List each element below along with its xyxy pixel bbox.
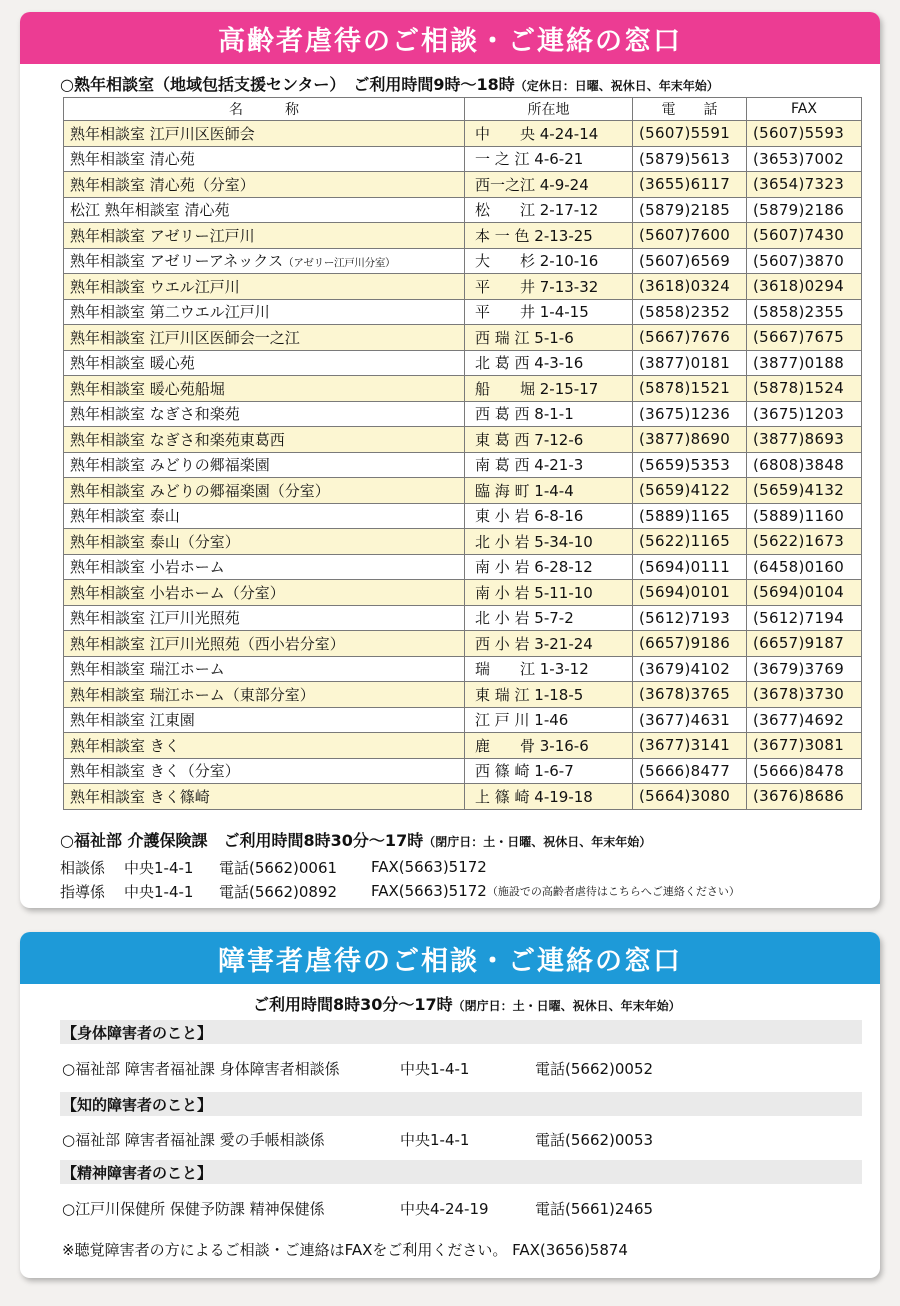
- disabled-hours-main: ご利用時間8時30分～17時: [253, 995, 453, 1014]
- cell-fax: [747, 733, 862, 759]
- table-row: [64, 248, 862, 274]
- elder-abuse-banner: 高齢者虐待のご相談・ご連絡の窓口: [20, 12, 880, 64]
- cell-tel-text: (3677)3141: [639, 736, 731, 755]
- contact-intellectual: [62, 1129, 653, 1150]
- cell-tel-text: (5889)1165: [639, 506, 731, 525]
- cell-name-text: 熟年相談室 泰山: [70, 507, 180, 526]
- cell-addr-text: 一 之 江 4-6-21: [475, 150, 584, 169]
- cell-addr: [465, 146, 633, 172]
- contact-tel: 電話(5661)2465: [535, 1200, 654, 1218]
- cell-tel-text: (3877)8690: [639, 430, 731, 449]
- cell-name-text: 熟年相談室 きく篠崎: [70, 787, 210, 806]
- cell-tel-text: (3675)1236: [639, 404, 731, 423]
- cell-tel-text: (5622)1165: [639, 532, 731, 551]
- cell-fax: [747, 350, 862, 376]
- contact-tel: 電話(5662)0053: [535, 1131, 654, 1149]
- cell-addr: [465, 452, 633, 478]
- cell-name-text: 熟年相談室 江戸川光照苑（西小岩分室）: [70, 634, 345, 653]
- cell-addr: [465, 758, 633, 784]
- cell-fax-text: (5659)4132: [753, 481, 845, 500]
- cell-name: [64, 248, 465, 274]
- cell-addr-text: 北 小 岩 5-7-2: [475, 609, 574, 628]
- cell-name: [64, 376, 465, 402]
- cell-fax-text: (5607)5593: [753, 124, 845, 143]
- cell-fax-text: (6458)0160: [753, 557, 845, 576]
- welfare-care-section: [60, 828, 740, 903]
- cell-fax: [747, 299, 862, 325]
- table-row: [64, 427, 862, 453]
- cell-fax: [747, 121, 862, 147]
- cell-name-text: 熟年相談室 江東園: [70, 711, 195, 730]
- cell-fax-text: (5694)0104: [753, 583, 845, 602]
- cell-name-text: 熟年相談室 なぎさ和楽苑東葛西: [70, 430, 285, 449]
- cell-name: [64, 197, 465, 223]
- cell-addr: [465, 197, 633, 223]
- cell-fax: [747, 580, 862, 606]
- cell-addr: [465, 554, 633, 580]
- elder-counseling-table: [63, 97, 862, 810]
- cell-addr: [465, 299, 633, 325]
- cell-name: [64, 554, 465, 580]
- cell-name: [64, 452, 465, 478]
- cell-addr-text: 南 小 岩 6-28-12: [475, 558, 593, 577]
- cell-fax: [747, 707, 862, 733]
- cell-fax: [747, 197, 862, 223]
- cell-name-text: 熟年相談室 江戸川光照苑: [70, 609, 240, 628]
- cell-addr: [465, 172, 633, 198]
- cell-fax-text: (3618)0294: [753, 277, 845, 296]
- elder-subhead: [60, 72, 719, 95]
- cell-tel-text: (5607)5591: [639, 124, 731, 143]
- cell-name-text: 熟年相談室 清心苑: [70, 150, 195, 169]
- cell-tel: [633, 197, 747, 223]
- welfare-heading-note: （閉庁日：土・日曜、祝休日、年末年始）: [423, 835, 652, 849]
- cell-fax-text: (5622)1673: [753, 532, 845, 551]
- hearing-impaired-note: ※聴覚障害者の方によるご相談・ご連絡はFAXをご利用ください。 FAX(3656)5874: [62, 1241, 628, 1259]
- cell-tel: [633, 299, 747, 325]
- cell-fax: [747, 605, 862, 631]
- cell-tel: [633, 350, 747, 376]
- welfare-fax: FAX(5663)5172: [371, 858, 487, 876]
- cell-addr-text: 北 葛 西 4-3-16: [475, 354, 584, 373]
- cell-addr: [465, 427, 633, 453]
- cell-fax-text: (6657)9187: [753, 634, 845, 653]
- cell-name-text: 熟年相談室 江戸川区医師会: [70, 124, 255, 143]
- elder-abuse-card: [20, 12, 880, 908]
- cell-fax: [747, 376, 862, 402]
- cell-addr-text: 臨 海 町 1-4-4: [475, 481, 574, 500]
- cell-addr-text: 西 篠 崎 1-6-7: [475, 762, 574, 781]
- cell-fax-text: (3654)7323: [753, 175, 845, 194]
- cell-name-text: 熟年相談室 アゼリーアネックス: [70, 252, 284, 271]
- header-address: 所在地: [465, 98, 633, 121]
- cell-tel: [633, 325, 747, 351]
- cell-name-text: 熟年相談室 清心苑（分室）: [70, 175, 255, 194]
- cell-fax: [747, 325, 862, 351]
- contact-name: ○江戸川保健所 保健予防課 精神保健係: [62, 1200, 325, 1218]
- contact-tel: 電話(5662)0052: [535, 1060, 654, 1078]
- welfare-kakari: 指導係: [60, 882, 106, 901]
- welfare-row: [60, 879, 740, 903]
- category-mental: 【精神障害者のこと】: [60, 1160, 862, 1184]
- cell-fax: [747, 656, 862, 682]
- cell-tel-text: (5858)2352: [639, 302, 731, 321]
- cell-name-text: 熟年相談室 アゼリー江戸川: [70, 226, 255, 245]
- cell-name-text: 熟年相談室 小岩ホーム（分室）: [70, 583, 285, 602]
- cell-addr: [465, 121, 633, 147]
- header-fax: FAX: [747, 98, 862, 121]
- cell-tel-text: (5666)8477: [639, 761, 731, 780]
- cell-addr: [465, 580, 633, 606]
- disabled-hours: [253, 992, 681, 1015]
- cell-name-text: 熟年相談室 第二ウエル江戸川: [70, 303, 270, 322]
- cell-fax-text: (3676)8686: [753, 787, 845, 806]
- cell-addr: [465, 325, 633, 351]
- cell-tel: [633, 146, 747, 172]
- cell-tel: [633, 172, 747, 198]
- cell-addr-text: 松 江 2-17-12: [475, 201, 599, 220]
- welfare-heading-main: ○福祉部 介護保険課 ご利用時間8時30分～17時: [60, 831, 424, 850]
- cell-tel: [633, 580, 747, 606]
- cell-tel: [633, 784, 747, 810]
- cell-addr-text: 大 杉 2-10-16: [475, 252, 599, 271]
- cell-fax-text: (5607)3870: [753, 251, 845, 270]
- cell-addr-text: 西 小 岩 3-21-24: [475, 634, 593, 653]
- cell-fax: [747, 478, 862, 504]
- category-intellectual: 【知的障害者のこと】: [60, 1092, 862, 1116]
- cell-tel-text: (5879)2185: [639, 200, 731, 219]
- cell-name: [64, 631, 465, 657]
- cell-tel-text: (5664)3080: [639, 787, 731, 806]
- cell-addr: [465, 605, 633, 631]
- contact-address: 中央1-4-1: [400, 1060, 470, 1078]
- cell-fax-text: (3653)7002: [753, 149, 845, 168]
- cell-fax: [747, 554, 862, 580]
- cell-name: [64, 529, 465, 555]
- cell-fax: [747, 452, 862, 478]
- cell-tel-text: (5694)0101: [639, 583, 731, 602]
- cell-addr-text: 南 葛 西 4-21-3: [475, 456, 584, 475]
- cell-fax-text: (3877)8693: [753, 430, 845, 449]
- contact-name: ○福祉部 障害者福祉課 身体障害者相談係: [62, 1060, 340, 1078]
- elder-table-body: [64, 121, 862, 810]
- cell-name: [64, 325, 465, 351]
- cell-name: [64, 707, 465, 733]
- cell-name: [64, 223, 465, 249]
- cell-tel-text: (5878)1521: [639, 379, 731, 398]
- welfare-tel: 電話(5662)0061: [219, 858, 338, 877]
- cell-tel-text: (3618)0324: [639, 277, 731, 296]
- cell-fax: [747, 274, 862, 300]
- cell-tel: [633, 707, 747, 733]
- disabled-hours-note: （閉庁日：土・日曜、祝休日、年末年始）: [452, 999, 681, 1013]
- cell-name: [64, 478, 465, 504]
- table-row: [64, 529, 862, 555]
- cell-name: [64, 350, 465, 376]
- cell-addr: [465, 401, 633, 427]
- cell-tel: [633, 656, 747, 682]
- cell-name: [64, 274, 465, 300]
- cell-fax-text: (5879)2186: [753, 200, 845, 219]
- cell-addr-text: 本 一 色 2-13-25: [475, 226, 593, 245]
- cell-tel: [633, 427, 747, 453]
- cell-name-text: 熟年相談室 暖心苑船堀: [70, 379, 225, 398]
- cell-tel: [633, 401, 747, 427]
- cell-fax-text: (3877)0188: [753, 353, 845, 372]
- cell-addr: [465, 682, 633, 708]
- cell-name: [64, 682, 465, 708]
- cell-name: [64, 656, 465, 682]
- elder-subhead-note: （定休日：日曜、祝休日、年末年始）: [514, 79, 719, 93]
- table-row: [64, 707, 862, 733]
- cell-fax: [747, 248, 862, 274]
- cell-addr-text: 西一之江 4-9-24: [475, 175, 589, 194]
- cell-tel-text: (3678)3765: [639, 685, 731, 704]
- table-row: [64, 580, 862, 606]
- contact-mental: [62, 1198, 653, 1219]
- cell-name-text: 熟年相談室 江戸川区医師会一之江: [70, 328, 300, 347]
- cell-addr: [465, 274, 633, 300]
- table-row: [64, 172, 862, 198]
- welfare-address: 中央1-4-1: [124, 858, 194, 877]
- cell-addr-text: 西 葛 西 8-1-1: [475, 405, 574, 424]
- cell-name: [64, 299, 465, 325]
- cell-tel: [633, 682, 747, 708]
- cell-addr: [465, 503, 633, 529]
- cell-name-text: 熟年相談室 瑞江ホーム（東部分室）: [70, 685, 315, 704]
- cell-fax-text: (3677)4692: [753, 710, 845, 729]
- header-name: 名 称: [64, 98, 465, 121]
- cell-tel: [633, 478, 747, 504]
- cell-name: [64, 758, 465, 784]
- contact-address: 中央4-24-19: [400, 1200, 489, 1218]
- cell-tel: [633, 248, 747, 274]
- cell-addr: [465, 656, 633, 682]
- table-row: [64, 656, 862, 682]
- cell-tel-text: (6657)9186: [639, 634, 731, 653]
- cell-fax-text: (5666)8478: [753, 761, 845, 780]
- cell-addr: [465, 733, 633, 759]
- cell-tel-text: (5659)4122: [639, 481, 731, 500]
- table-header-row: [64, 98, 862, 121]
- cell-addr-text: 東 小 岩 6-8-16: [475, 507, 584, 526]
- cell-name-text: 熟年相談室 泰山（分室）: [70, 532, 240, 551]
- cell-fax-text: (3675)1203: [753, 404, 845, 423]
- cell-tel-text: (5607)6569: [639, 251, 731, 270]
- table-row: [64, 733, 862, 759]
- cell-fax: [747, 427, 862, 453]
- cell-tel-text: (5659)5353: [639, 455, 731, 474]
- cell-name-text: 熟年相談室 みどりの郷福楽園（分室）: [70, 481, 330, 500]
- contact-address: 中央1-4-1: [400, 1131, 470, 1149]
- cell-tel-text: (3679)4102: [639, 659, 731, 678]
- cell-fax: [747, 631, 862, 657]
- welfare-kakari: 相談係: [60, 858, 106, 877]
- disabled-abuse-card: [20, 932, 880, 1278]
- table-row: [64, 223, 862, 249]
- cell-addr: [465, 784, 633, 810]
- table-row: [64, 274, 862, 300]
- cell-fax-text: (3679)3769: [753, 659, 845, 678]
- cell-name: [64, 580, 465, 606]
- cell-tel-text: (3877)0181: [639, 353, 731, 372]
- cell-addr-text: 船 堀 2-15-17: [475, 379, 599, 398]
- table-row: [64, 784, 862, 810]
- welfare-note: （施設での高齢者虐待はこちらへご連絡ください）: [486, 885, 740, 898]
- table-row: [64, 146, 862, 172]
- welfare-fax: FAX(5663)5172: [371, 882, 487, 900]
- cell-addr-text: 西 瑞 江 5-1-6: [475, 328, 574, 347]
- cell-tel: [633, 631, 747, 657]
- cell-tel-text: (3677)4631: [639, 710, 731, 729]
- category-physical: 【身体障害者のこと】: [60, 1020, 862, 1044]
- cell-tel-text: (3655)6117: [639, 175, 731, 194]
- table-row: [64, 452, 862, 478]
- cell-addr-text: 東 葛 西 7-12-6: [475, 430, 584, 449]
- table-row: [64, 682, 862, 708]
- table-row: [64, 350, 862, 376]
- cell-name: [64, 427, 465, 453]
- table-row: [64, 631, 862, 657]
- cell-fax-text: (5612)7194: [753, 608, 845, 627]
- table-row: [64, 554, 862, 580]
- cell-tel: [633, 529, 747, 555]
- cell-tel-text: (5667)7676: [639, 328, 731, 347]
- cell-fax: [747, 223, 862, 249]
- cell-addr-text: 南 小 岩 5-11-10: [475, 583, 593, 602]
- disabled-abuse-banner: 障害者虐待のご相談・ご連絡の窓口: [20, 932, 880, 984]
- cell-tel: [633, 121, 747, 147]
- elder-subhead-main: ○熟年相談室（地域包括支援センター） ご利用時間9時～18時: [60, 75, 515, 94]
- cell-name-text: 熟年相談室 ウエル江戸川: [70, 277, 240, 296]
- cell-addr-text: 瑞 江 1-3-12: [475, 660, 589, 679]
- cell-tel: [633, 503, 747, 529]
- cell-fax: [747, 529, 862, 555]
- cell-name: [64, 733, 465, 759]
- cell-tel: [633, 452, 747, 478]
- cell-fax-text: (5607)7430: [753, 226, 845, 245]
- cell-fax-text: (6808)3848: [753, 455, 845, 474]
- cell-fax-text: (5667)7675: [753, 328, 845, 347]
- welfare-heading: [60, 828, 740, 851]
- cell-addr-text: 鹿 骨 3-16-6: [475, 736, 589, 755]
- cell-name: [64, 784, 465, 810]
- cell-name-text: 熟年相談室 みどりの郷福楽園: [70, 456, 270, 475]
- cell-addr: [465, 631, 633, 657]
- cell-fax: [747, 172, 862, 198]
- cell-tel-text: (5879)5613: [639, 149, 731, 168]
- cell-name-text: 熟年相談室 瑞江ホーム: [70, 660, 225, 679]
- cell-name: [64, 146, 465, 172]
- cell-addr-text: 東 瑞 江 1-18-5: [475, 685, 584, 704]
- contact-name: ○福祉部 障害者福祉課 愛の手帳相談係: [62, 1131, 325, 1149]
- cell-addr-text: 上 篠 崎 4-19-18: [475, 787, 593, 806]
- table-row: [64, 401, 862, 427]
- cell-name: [64, 503, 465, 529]
- cell-addr: [465, 376, 633, 402]
- cell-fax-text: (5878)1524: [753, 379, 845, 398]
- contact-physical: [62, 1058, 653, 1079]
- cell-tel-text: (5612)7193: [639, 608, 731, 627]
- cell-name: [64, 121, 465, 147]
- cell-fax: [747, 503, 862, 529]
- cell-name: [64, 605, 465, 631]
- cell-fax-text: (3678)3730: [753, 685, 845, 704]
- cell-addr: [465, 707, 633, 733]
- cell-tel: [633, 274, 747, 300]
- cell-name-text: 熟年相談室 暖心苑: [70, 354, 195, 373]
- cell-addr-text: 北 小 岩 5-34-10: [475, 532, 593, 551]
- cell-addr-text: 江 戸 川 1-46: [475, 711, 569, 730]
- cell-addr-text: 平 井 7-13-32: [475, 277, 599, 296]
- cell-fax-text: (5858)2355: [753, 302, 845, 321]
- cell-tel: [633, 223, 747, 249]
- cell-tel: [633, 605, 747, 631]
- table-row: [64, 758, 862, 784]
- cell-addr: [465, 223, 633, 249]
- cell-addr-text: 平 井 1-4-15: [475, 303, 589, 322]
- table-row: [64, 503, 862, 529]
- welfare-row: [60, 855, 740, 879]
- table-row: [64, 605, 862, 631]
- table-row: [64, 325, 862, 351]
- cell-fax: [747, 146, 862, 172]
- table-row: [64, 376, 862, 402]
- cell-addr: [465, 248, 633, 274]
- cell-name-text: 熟年相談室 なぎさ和楽苑: [70, 405, 240, 424]
- welfare-address: 中央1-4-1: [124, 882, 194, 901]
- table-row: [64, 299, 862, 325]
- cell-name-text: 熟年相談室 きく（分室）: [70, 762, 240, 781]
- cell-name-text: 熟年相談室 きく: [70, 736, 180, 755]
- cell-name-suffix: （アゼリー江戸川分室）: [283, 257, 396, 270]
- cell-fax: [747, 784, 862, 810]
- cell-name: [64, 401, 465, 427]
- cell-tel-text: (5694)0111: [639, 557, 731, 576]
- welfare-tel: 電話(5662)0892: [219, 882, 338, 901]
- cell-name: [64, 172, 465, 198]
- cell-tel: [633, 554, 747, 580]
- cell-tel: [633, 376, 747, 402]
- cell-addr: [465, 350, 633, 376]
- cell-fax: [747, 682, 862, 708]
- cell-tel: [633, 758, 747, 784]
- cell-name-text: 松江 熟年相談室 清心苑: [70, 201, 230, 220]
- table-row: [64, 121, 862, 147]
- cell-tel: [633, 733, 747, 759]
- cell-fax-text: (5889)1160: [753, 506, 845, 525]
- cell-fax: [747, 758, 862, 784]
- cell-addr-text: 中 央 4-24-14: [475, 124, 599, 143]
- cell-tel-text: (5607)7600: [639, 226, 731, 245]
- cell-name-text: 熟年相談室 小岩ホーム: [70, 558, 225, 577]
- table-row: [64, 478, 862, 504]
- table-row: [64, 197, 862, 223]
- header-tel: 電 話: [633, 98, 747, 121]
- cell-addr: [465, 478, 633, 504]
- cell-addr: [465, 529, 633, 555]
- cell-fax-text: (3677)3081: [753, 736, 845, 755]
- cell-fax: [747, 401, 862, 427]
